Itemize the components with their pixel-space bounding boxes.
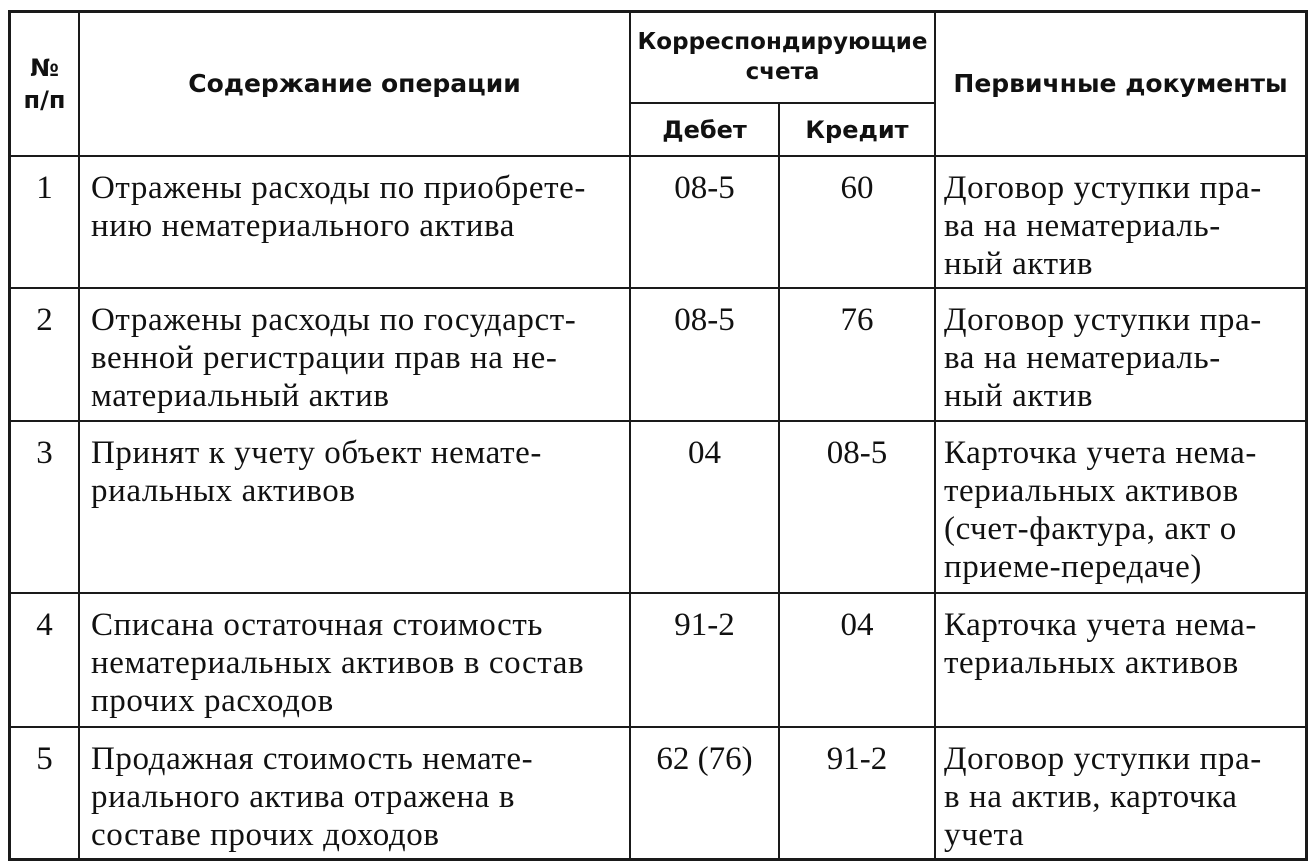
row-docs-cell xyxy=(935,727,1306,859)
row-content-cell xyxy=(79,593,630,727)
row-docs-cell xyxy=(935,156,1306,288)
row-number: 4 xyxy=(36,607,53,643)
header-primary-documents: Первичные документы xyxy=(935,12,1306,156)
row-content: Списана остаточная стоимость нематериальных активов в состав прочих расходов xyxy=(91,607,585,719)
row-debit: 04 xyxy=(688,435,721,471)
header-corresponding-line1: Корреспондирующие xyxy=(637,28,928,55)
row-content: Отражены расходы по приобрете- нию нематериального актива xyxy=(91,170,586,244)
row-number: 2 xyxy=(36,302,53,338)
row-number-cell xyxy=(10,288,79,421)
row-number-cell xyxy=(10,421,79,593)
row-credit: 76 xyxy=(840,302,874,338)
table-row xyxy=(10,421,1306,593)
row-docs-cell xyxy=(935,593,1306,727)
table-row xyxy=(10,288,1306,421)
header-debit: Дебет xyxy=(630,103,779,156)
header-number-line1: № xyxy=(30,53,59,82)
row-docs: Договор уступки пра- в на актив, карточка учета xyxy=(944,741,1262,853)
table-row xyxy=(10,727,1306,859)
row-debit: 91-2 xyxy=(674,607,735,643)
row-debit-cell xyxy=(630,727,779,859)
row-docs: Договор уступки пра- ва на нематериаль- ный актив xyxy=(944,302,1262,414)
row-debit-cell xyxy=(630,593,779,727)
row-content-cell xyxy=(79,421,630,593)
row-credit-cell xyxy=(779,421,935,593)
row-content: Отражены расходы по государст- венной регистрации прав на не- материальный актив xyxy=(91,302,577,414)
row-content-cell xyxy=(79,288,630,421)
header-content: Содержание операции xyxy=(79,12,630,156)
row-debit: 08-5 xyxy=(674,302,735,338)
header-credit: Кредит xyxy=(779,103,935,156)
row-credit-cell xyxy=(779,288,935,421)
row-number: 1 xyxy=(36,170,53,206)
row-debit-cell xyxy=(630,156,779,288)
row-content: Принят к учету объект немате- риальных активов xyxy=(91,435,542,509)
row-number-cell xyxy=(10,727,79,859)
row-debit-cell xyxy=(630,421,779,593)
row-content: Продажная стоимость немате- риального актива отражена в составе прочих доходов xyxy=(91,741,534,853)
row-debit: 08-5 xyxy=(674,170,735,206)
row-credit: 91-2 xyxy=(826,741,888,777)
row-credit: 04 xyxy=(840,607,874,643)
row-docs: Карточка учета нема- териальных активов (счет-фактура, акт о приеме-передаче) xyxy=(944,435,1258,585)
row-docs-cell xyxy=(935,288,1306,421)
row-credit-cell xyxy=(779,727,935,859)
row-docs: Договор уступки пра- ва на нематериаль- ный актив xyxy=(944,170,1262,282)
table-row xyxy=(10,156,1306,288)
operations-table xyxy=(9,11,1307,860)
row-debit: 62 (76) xyxy=(656,741,753,777)
header-row xyxy=(10,12,1306,103)
header-corresponding-line2: счета xyxy=(745,58,820,85)
row-docs: Карточка учета нема- териальных активов xyxy=(944,607,1258,681)
row-credit-cell xyxy=(779,593,935,727)
row-debit-cell xyxy=(630,288,779,421)
row-number-cell xyxy=(10,156,79,288)
row-credit: 08-5 xyxy=(826,435,888,471)
header-number xyxy=(10,12,79,156)
row-number: 3 xyxy=(36,435,53,471)
row-content-cell xyxy=(79,727,630,859)
table-row xyxy=(10,593,1306,727)
row-docs-cell xyxy=(935,421,1306,593)
header-corresponding-accounts xyxy=(630,12,935,103)
row-content-cell xyxy=(79,156,630,288)
row-credit: 60 xyxy=(840,170,874,206)
row-credit-cell xyxy=(779,156,935,288)
header-number-line2: п/п xyxy=(23,86,66,114)
row-number: 5 xyxy=(36,741,53,777)
row-number-cell xyxy=(10,593,79,727)
